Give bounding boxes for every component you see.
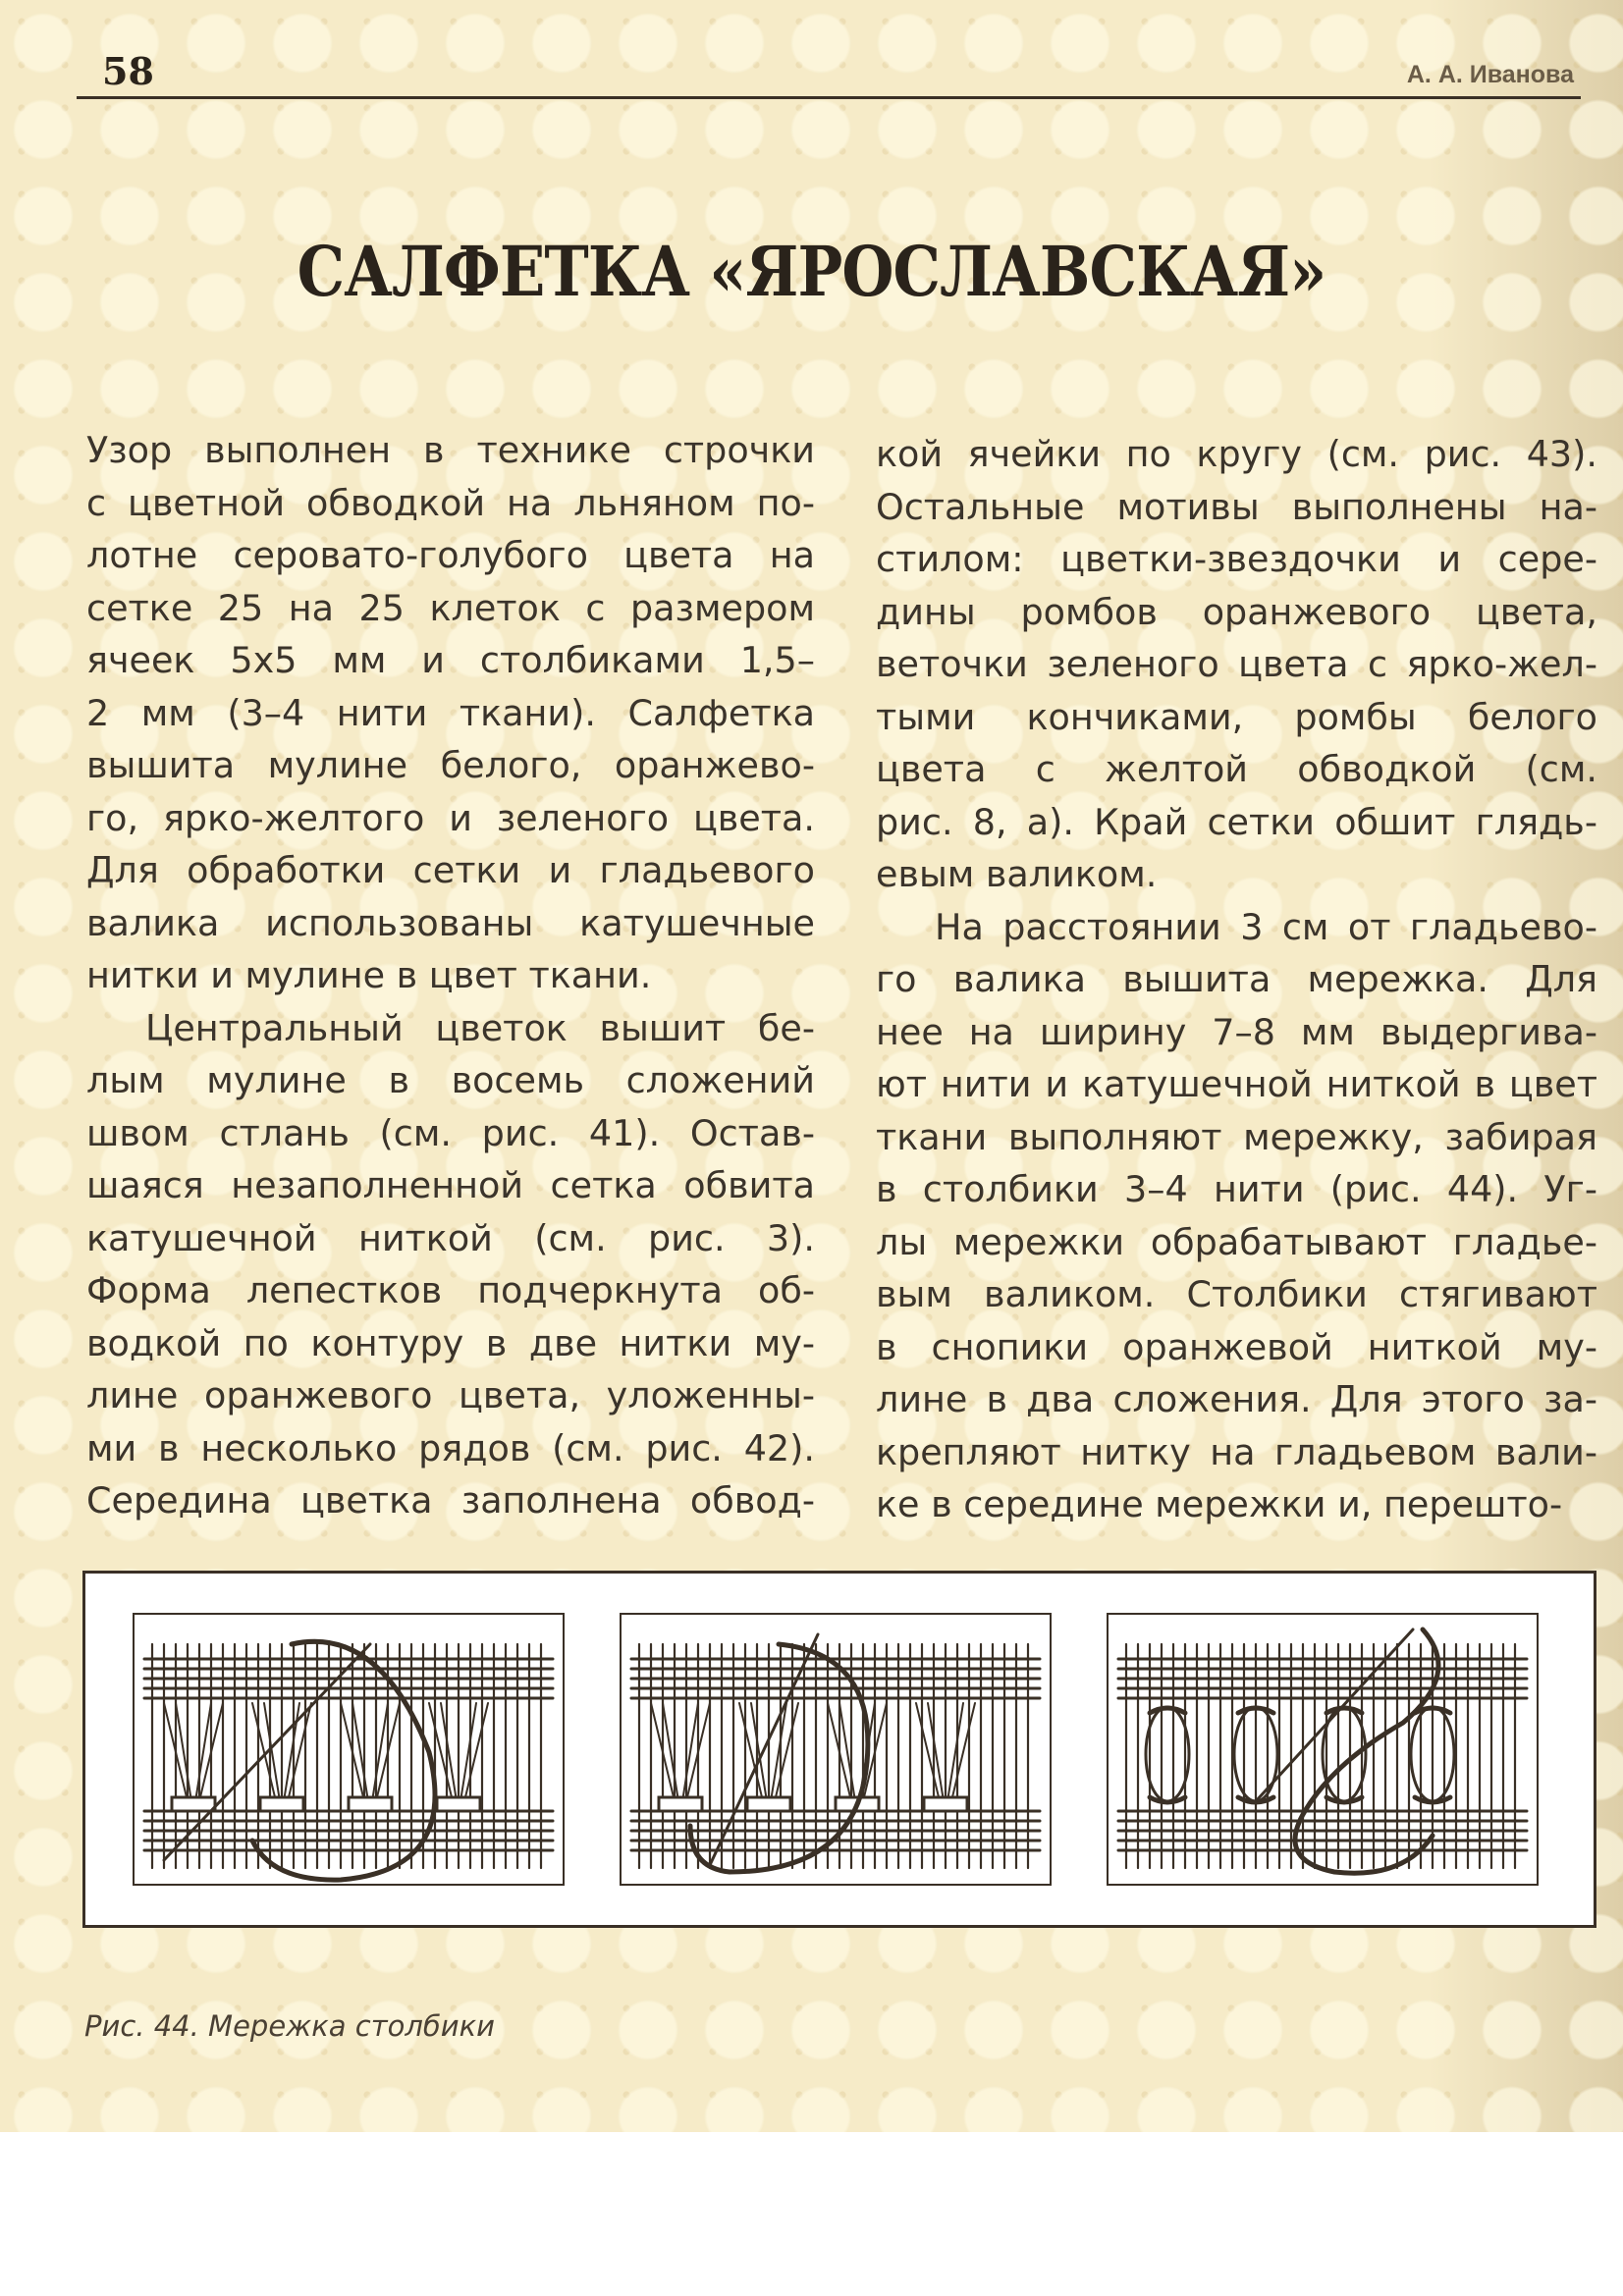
article-title: САЛФЕТКА «ЯРОСЛАВСКАЯ» [297,231,1326,312]
text-line: тыми кончиками, ромбы белого [876,695,1597,738]
hemstitch-diagram-svg [622,1615,1050,1884]
hemstitch-diagram-svg [135,1615,563,1884]
text-line: лине оранжевого цвета, уложенны- [86,1374,815,1416]
figure-44 [82,1571,1596,1928]
text-line: дины ромбов оранжевого цвета, [876,590,1597,633]
text-line: вым валиком. Столбики стягивают [876,1273,1597,1315]
text-column-left [86,424,815,1527]
text-line: Форма лепестков подчеркнута об- [86,1269,815,1311]
text-line: Середина цветка заполнена обвод- [86,1479,815,1522]
text-line: ми в несколько рядов (см. рис. 42). [86,1426,815,1469]
text-line: сетке 25 на 25 клеток с размером [86,586,815,629]
text-line: Узор выполнен в технике строчки [86,429,815,471]
header-rule [77,96,1581,99]
figure-caption: Рис. 44. Мережка столбики [84,2009,496,2043]
text-line: кой ячейки по кругу (см. рис. 43). [876,433,1597,475]
text-line: лотне серовато-голубого цвета на [86,534,815,576]
text-line: го валика вышита мережка. Для [876,958,1597,1000]
text-line: шаяся незаполненной сетка обвита [86,1164,815,1206]
text-line: нитки и мулине в цвет ткани. [86,954,652,996]
running-head-author: А. А. Иванова [1406,61,1574,88]
text-line: Центральный цветок вышит бе- [145,1006,815,1049]
text-line: с цветной обводкой на льняном по- [86,481,815,524]
text-line: в столбики 3–4 нити (рис. 44). Уг- [876,1168,1597,1210]
page-number: 58 [102,49,154,93]
text-line: го, ярко-желтого и зеленого цвета. [86,796,815,839]
text-line: вышита мулине белого, оранжево- [86,744,815,786]
text-line: стилом: цветки-звездочки и сере- [876,538,1597,580]
text-line: ке в середине мережки и, перешто- [876,1483,1563,1525]
text-line: валика использованы катушечные [86,901,815,944]
text-line: ткани выполняют мережку, забирая [876,1115,1597,1158]
text-column-right [876,428,1597,1531]
text-line: цвета с желтой обводкой (см. [876,748,1597,790]
text-line: евым валиком. [876,853,1158,895]
text-line: Остальные мотивы выполнены на- [876,485,1597,528]
text-line: водкой по контуру в две нитки му- [86,1321,815,1364]
text-line: лине в два сложения. Для этого за- [876,1378,1597,1420]
text-line: нее на ширину 7–8 мм выдергива- [876,1010,1597,1053]
text-line: в снопики оранжевой ниткой му- [876,1325,1597,1368]
text-line: ячеек 5х5 мм и столбиками 1,5– [86,639,815,681]
text-line: лым мулине в восемь сложений [86,1059,815,1101]
text-line: катушечной ниткой (см. рис. 3). [86,1216,815,1259]
text-line: Для обработки сетки и гладьевого [86,849,815,891]
text-line: 2 мм (3–4 нити ткани). Салфетка [86,691,815,734]
text-line: лы мережки обрабатывают гладье- [876,1220,1597,1263]
text-line: веточки зеленого цвета с ярко-жел- [876,643,1597,685]
hemstitch-diagram-step-2 [620,1613,1052,1886]
text-line: крепляют нитку на гладьевом вали- [876,1430,1597,1473]
text-line: рис. 8, а). Край сетки обшит глядь- [876,800,1597,843]
hemstitch-diagram-step-1 [133,1613,565,1886]
text-line: На расстоянии 3 см от гладьево- [935,905,1597,948]
hemstitch-diagram-svg [1109,1615,1537,1884]
hemstitch-diagram-step-3 [1107,1613,1539,1886]
text-line: швом стлань (см. рис. 41). Остав- [86,1111,815,1154]
text-line: ют нити и катушечной ниткой в цвет [876,1063,1597,1105]
